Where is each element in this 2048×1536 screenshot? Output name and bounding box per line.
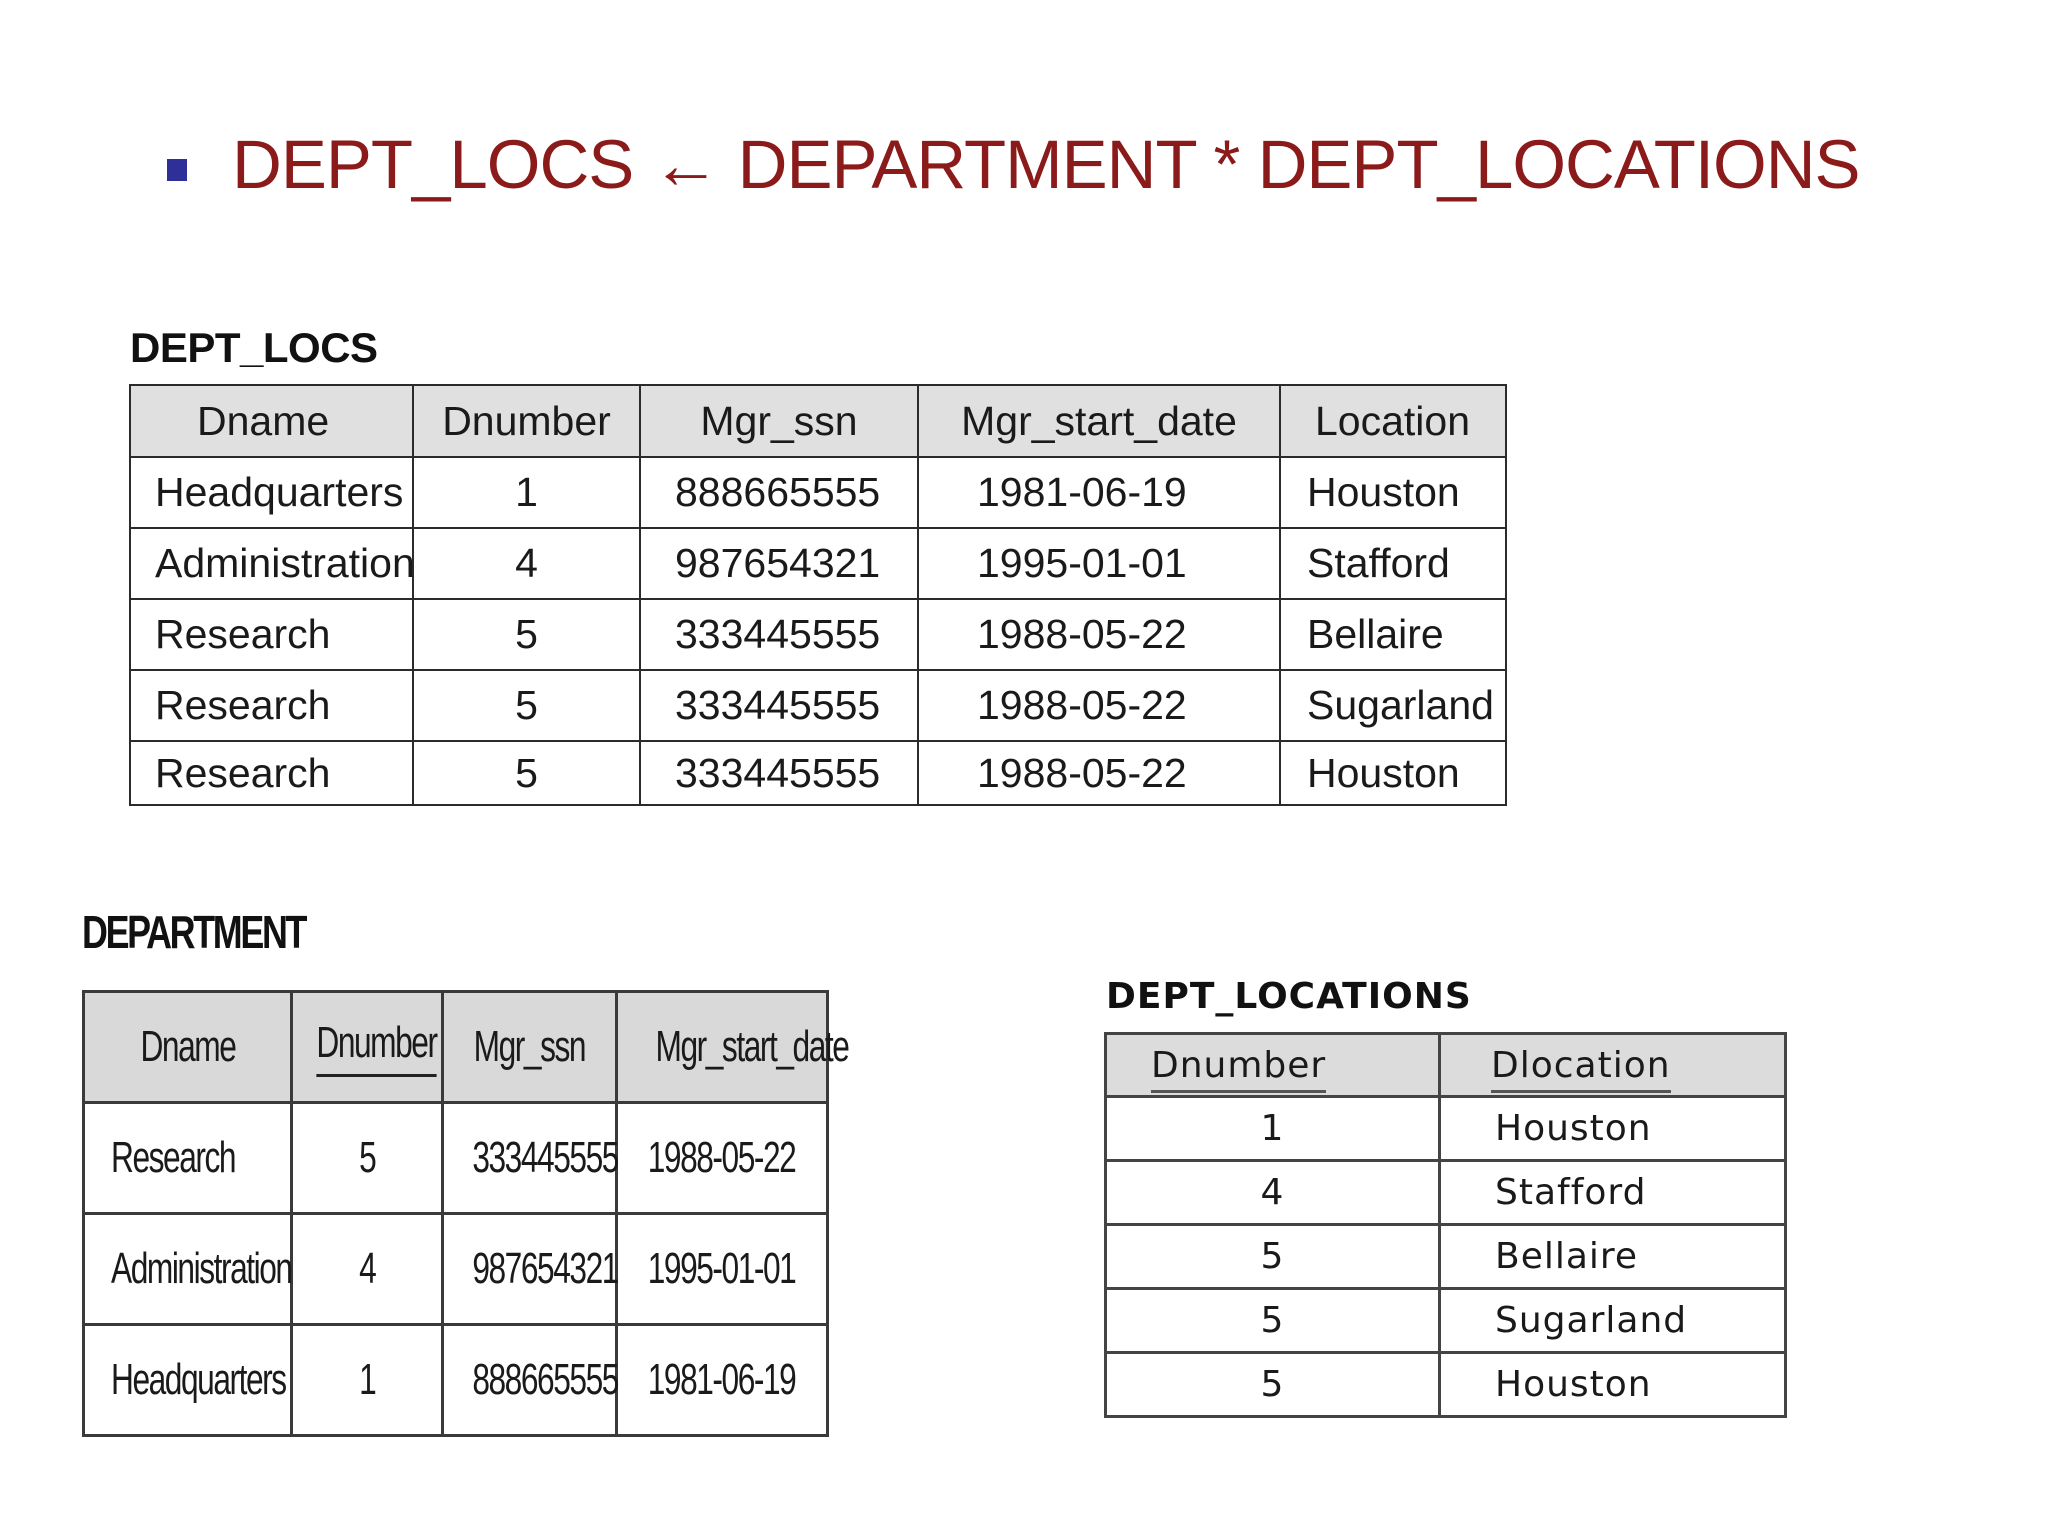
column-header (292, 992, 443, 1103)
cell-text: 1995-01-01 (648, 1244, 796, 1293)
table-row (130, 670, 1506, 741)
column-header-label: Dname (140, 1022, 235, 1071)
table-cell: 987654321 (640, 528, 918, 599)
table-cell: Sugarland (1280, 670, 1506, 741)
table-header-row (84, 992, 828, 1103)
cell-text: 5 (358, 1133, 376, 1182)
table-row (1106, 1289, 1786, 1353)
cell-text: Headquarters (111, 1355, 286, 1404)
table-cell: Houston (1440, 1353, 1786, 1417)
table-cell: 5 (413, 599, 640, 670)
table-row (84, 1103, 828, 1214)
table-cell (443, 1103, 617, 1214)
table-row (1106, 1225, 1786, 1289)
table-cell: 1 (413, 457, 640, 528)
column-header (443, 992, 617, 1103)
table-header-row (1106, 1034, 1786, 1097)
dept-locs-caption: DEPT_LOCS (130, 324, 378, 371)
table-cell: Houston (1440, 1097, 1786, 1161)
table-cell (617, 1325, 828, 1436)
column-header: Mgr_ssn (640, 385, 918, 457)
department-table (82, 990, 849, 1437)
table-cell (84, 1325, 292, 1436)
table-row (130, 741, 1506, 805)
primary-key-label: Dnumber (316, 1018, 436, 1077)
table-cell (292, 1103, 443, 1214)
table-cell (443, 1214, 617, 1325)
cell-text: 333445555 (472, 1133, 618, 1182)
table-row (84, 1325, 828, 1436)
column-header (1440, 1034, 1786, 1097)
column-header (84, 992, 292, 1103)
table-cell (84, 1214, 292, 1325)
table-cell: Research (130, 670, 413, 741)
table-cell (617, 1103, 828, 1214)
table-cell: 5 (1106, 1289, 1440, 1353)
table-cell: 5 (1106, 1225, 1440, 1289)
table-cell: Sugarland (1440, 1289, 1786, 1353)
table-cell: Administration (130, 528, 413, 599)
cell-text: 1988-05-22 (648, 1133, 796, 1182)
column-header: Location (1280, 385, 1506, 457)
column-header (1106, 1034, 1440, 1097)
slide-title: DEPT_LOCS ← DEPARTMENT * DEPT_LOCATIONS (232, 126, 1860, 203)
table-cell: 1995-01-01 (918, 528, 1280, 599)
primary-key-label: Dlocation (1491, 1045, 1671, 1093)
table-cell: 1988-05-22 (918, 599, 1280, 670)
cell-text: 987654321 (472, 1244, 618, 1293)
primary-key-label: Dnumber (1151, 1045, 1326, 1093)
table-cell: 888665555 (640, 457, 918, 528)
table-cell: Bellaire (1280, 599, 1506, 670)
table-cell (617, 1214, 828, 1325)
table-cell: Houston (1280, 457, 1506, 528)
table-cell: Stafford (1440, 1161, 1786, 1225)
table-cell (84, 1103, 292, 1214)
table-cell: 4 (1106, 1161, 1440, 1225)
table-cell: 1988-05-22 (918, 670, 1280, 741)
table-cell: 5 (413, 741, 640, 805)
column-header-label: Mgr_start_date (655, 1022, 849, 1071)
table-row (1106, 1097, 1786, 1161)
table-cell: 333445555 (640, 599, 918, 670)
table-row (130, 599, 1506, 670)
table-row (130, 457, 1506, 528)
table-cell: 4 (413, 528, 640, 599)
column-header: Dnumber (413, 385, 640, 457)
table-cell: Headquarters (130, 457, 413, 528)
table-cell (443, 1325, 617, 1436)
column-header: Mgr_start_date (918, 385, 1280, 457)
cell-text: 1981-06-19 (648, 1355, 796, 1404)
table-row (84, 1214, 828, 1325)
table-cell: 5 (1106, 1353, 1440, 1417)
cell-text: 1 (358, 1355, 376, 1404)
column-header-label: Mgr_ssn (473, 1022, 586, 1071)
table-row (1106, 1353, 1786, 1417)
column-header: Dname (130, 385, 413, 457)
department-caption: DEPARTMENT (82, 906, 306, 958)
title-bullet (167, 159, 187, 181)
table-cell: 5 (413, 670, 640, 741)
table-header-row (130, 385, 1506, 457)
dept-locations-caption: DEPT_LOCATIONS (1106, 976, 1472, 1017)
column-header (617, 992, 849, 1103)
table-cell: 1 (1106, 1097, 1440, 1161)
table-cell: Research (130, 599, 413, 670)
table-cell: 1981-06-19 (918, 457, 1280, 528)
table-row (1106, 1161, 1786, 1225)
table-cell: Research (130, 741, 413, 805)
table-row (130, 528, 1506, 599)
table-cell: 333445555 (640, 741, 918, 805)
table-cell: Houston (1280, 741, 1506, 805)
cell-text: Administration (111, 1244, 292, 1293)
cell-text: Research (111, 1133, 236, 1182)
table-cell: Bellaire (1440, 1225, 1786, 1289)
cell-text: 888665555 (472, 1355, 618, 1404)
cell-text: 4 (358, 1244, 376, 1293)
table-cell: 1988-05-22 (918, 741, 1280, 805)
dept-locations-table (1104, 1032, 1787, 1418)
table-cell: Stafford (1280, 528, 1506, 599)
dept-locs-table (129, 384, 1507, 806)
table-cell: 333445555 (640, 670, 918, 741)
